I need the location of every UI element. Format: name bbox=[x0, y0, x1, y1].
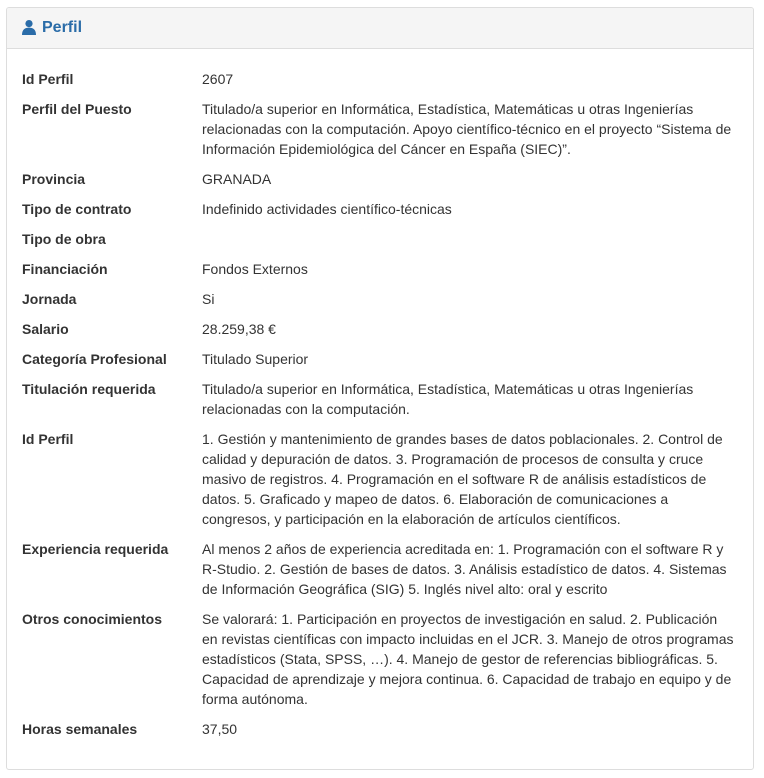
field-row-perfil-puesto bbox=[22, 99, 738, 159]
field-value: Si bbox=[202, 291, 215, 307]
field-value: Titulado Superior bbox=[202, 351, 309, 367]
field-row-jornada bbox=[22, 289, 738, 309]
field-value: 28.259,38 € bbox=[202, 321, 276, 337]
field-row-otros-conocimientos bbox=[22, 609, 738, 709]
field-value: Fondos Externos bbox=[202, 261, 308, 277]
field-label: Titulación requerida bbox=[22, 381, 156, 397]
field-value: Indefinido actividades científico-técnicas bbox=[202, 201, 452, 217]
field-row-categoria bbox=[22, 349, 738, 369]
field-value: GRANADA bbox=[202, 171, 272, 187]
profile-details bbox=[7, 49, 753, 739]
field-label: Categoría Profesional bbox=[22, 351, 167, 367]
field-label: Tipo de obra bbox=[22, 231, 106, 247]
field-value bbox=[202, 229, 738, 249]
field-value: 1. Gestión y mantenimiento de grandes bases de datos poblacionales. 2. Control de calidad y depuración de datos. 3. Programación de procesos de consulta y cruce masivo de registros. 4. Programación en el software R de análisis estadísticos de datos. 5. Graficado y mapeo de datos. 6. Elaboración de comunicaciones a congresos, y participación en la elaboración de artículos científicos. bbox=[202, 431, 723, 527]
field-label: Salario bbox=[22, 321, 69, 337]
field-row-experiencia bbox=[22, 539, 738, 599]
field-label: Otros conocimientos bbox=[22, 611, 163, 627]
field-value: Titulado/a superior en Informática, Estadística, Matemáticas u otras Ingenierías relacionadas con la computación. bbox=[202, 381, 694, 417]
field-label: Jornada bbox=[22, 291, 77, 307]
field-label: Id Perfil bbox=[22, 71, 74, 87]
field-label: Tipo de contrato bbox=[22, 201, 132, 217]
field-value: Titulado/a superior en Informática, Estadística, Matemáticas u otras Ingenierías relacionadas con la computación. Apoyo científico-técnico en el proyecto “Sistema de Información Epidemiológica del Cáncer en España (SIEC)”. bbox=[202, 101, 732, 157]
field-label: Experiencia requerida bbox=[22, 541, 169, 557]
field-label: Perfil del Puesto bbox=[22, 101, 132, 117]
field-value: Al menos 2 años de experiencia acreditada en: 1. Programación con el software R y R-Studio. 2. Gestión de bases de datos. 3. Análisis estadístico de datos. 4. Sistemas de Información Geográfica (SIG) 5. Inglés nivel alto: oral y escrito bbox=[202, 541, 727, 597]
field-label: Id Perfil bbox=[22, 431, 74, 447]
field-label: Horas semanales bbox=[22, 721, 138, 737]
field-row-salario bbox=[22, 319, 738, 339]
field-label: Financiación bbox=[22, 261, 108, 277]
field-value: Se valorará: 1. Participación en proyectos de investigación en salud. 2. Publicación en revistas científicas con impacto incluidas en el JCR. 3. Manejo de otros programas estadísticos (Stata, SPSS, …). 4. Manejo de gestor de referencias bibliográficas. 5. Capacidad de aprendizaje y mejora continua. 6. Capacidad de trabajo en equipo y de forma autónoma. bbox=[202, 611, 734, 707]
field-row-id-perfil bbox=[22, 69, 738, 89]
user-icon bbox=[21, 19, 37, 35]
field-row-funciones bbox=[22, 429, 738, 529]
field-row-financiacion bbox=[22, 259, 738, 279]
field-value: 2607 bbox=[202, 71, 234, 87]
field-row-tipo-obra bbox=[22, 229, 738, 249]
field-row-titulacion bbox=[22, 379, 738, 419]
field-row-tipo-contrato bbox=[22, 199, 738, 219]
field-label: Provincia bbox=[22, 171, 86, 187]
field-row-horas-semanales bbox=[22, 719, 738, 739]
field-value: 37,50 bbox=[202, 721, 238, 737]
profile-panel bbox=[6, 7, 754, 770]
panel-heading bbox=[7, 8, 753, 49]
panel-title: Perfil bbox=[42, 19, 83, 36]
field-row-provincia bbox=[22, 169, 738, 189]
